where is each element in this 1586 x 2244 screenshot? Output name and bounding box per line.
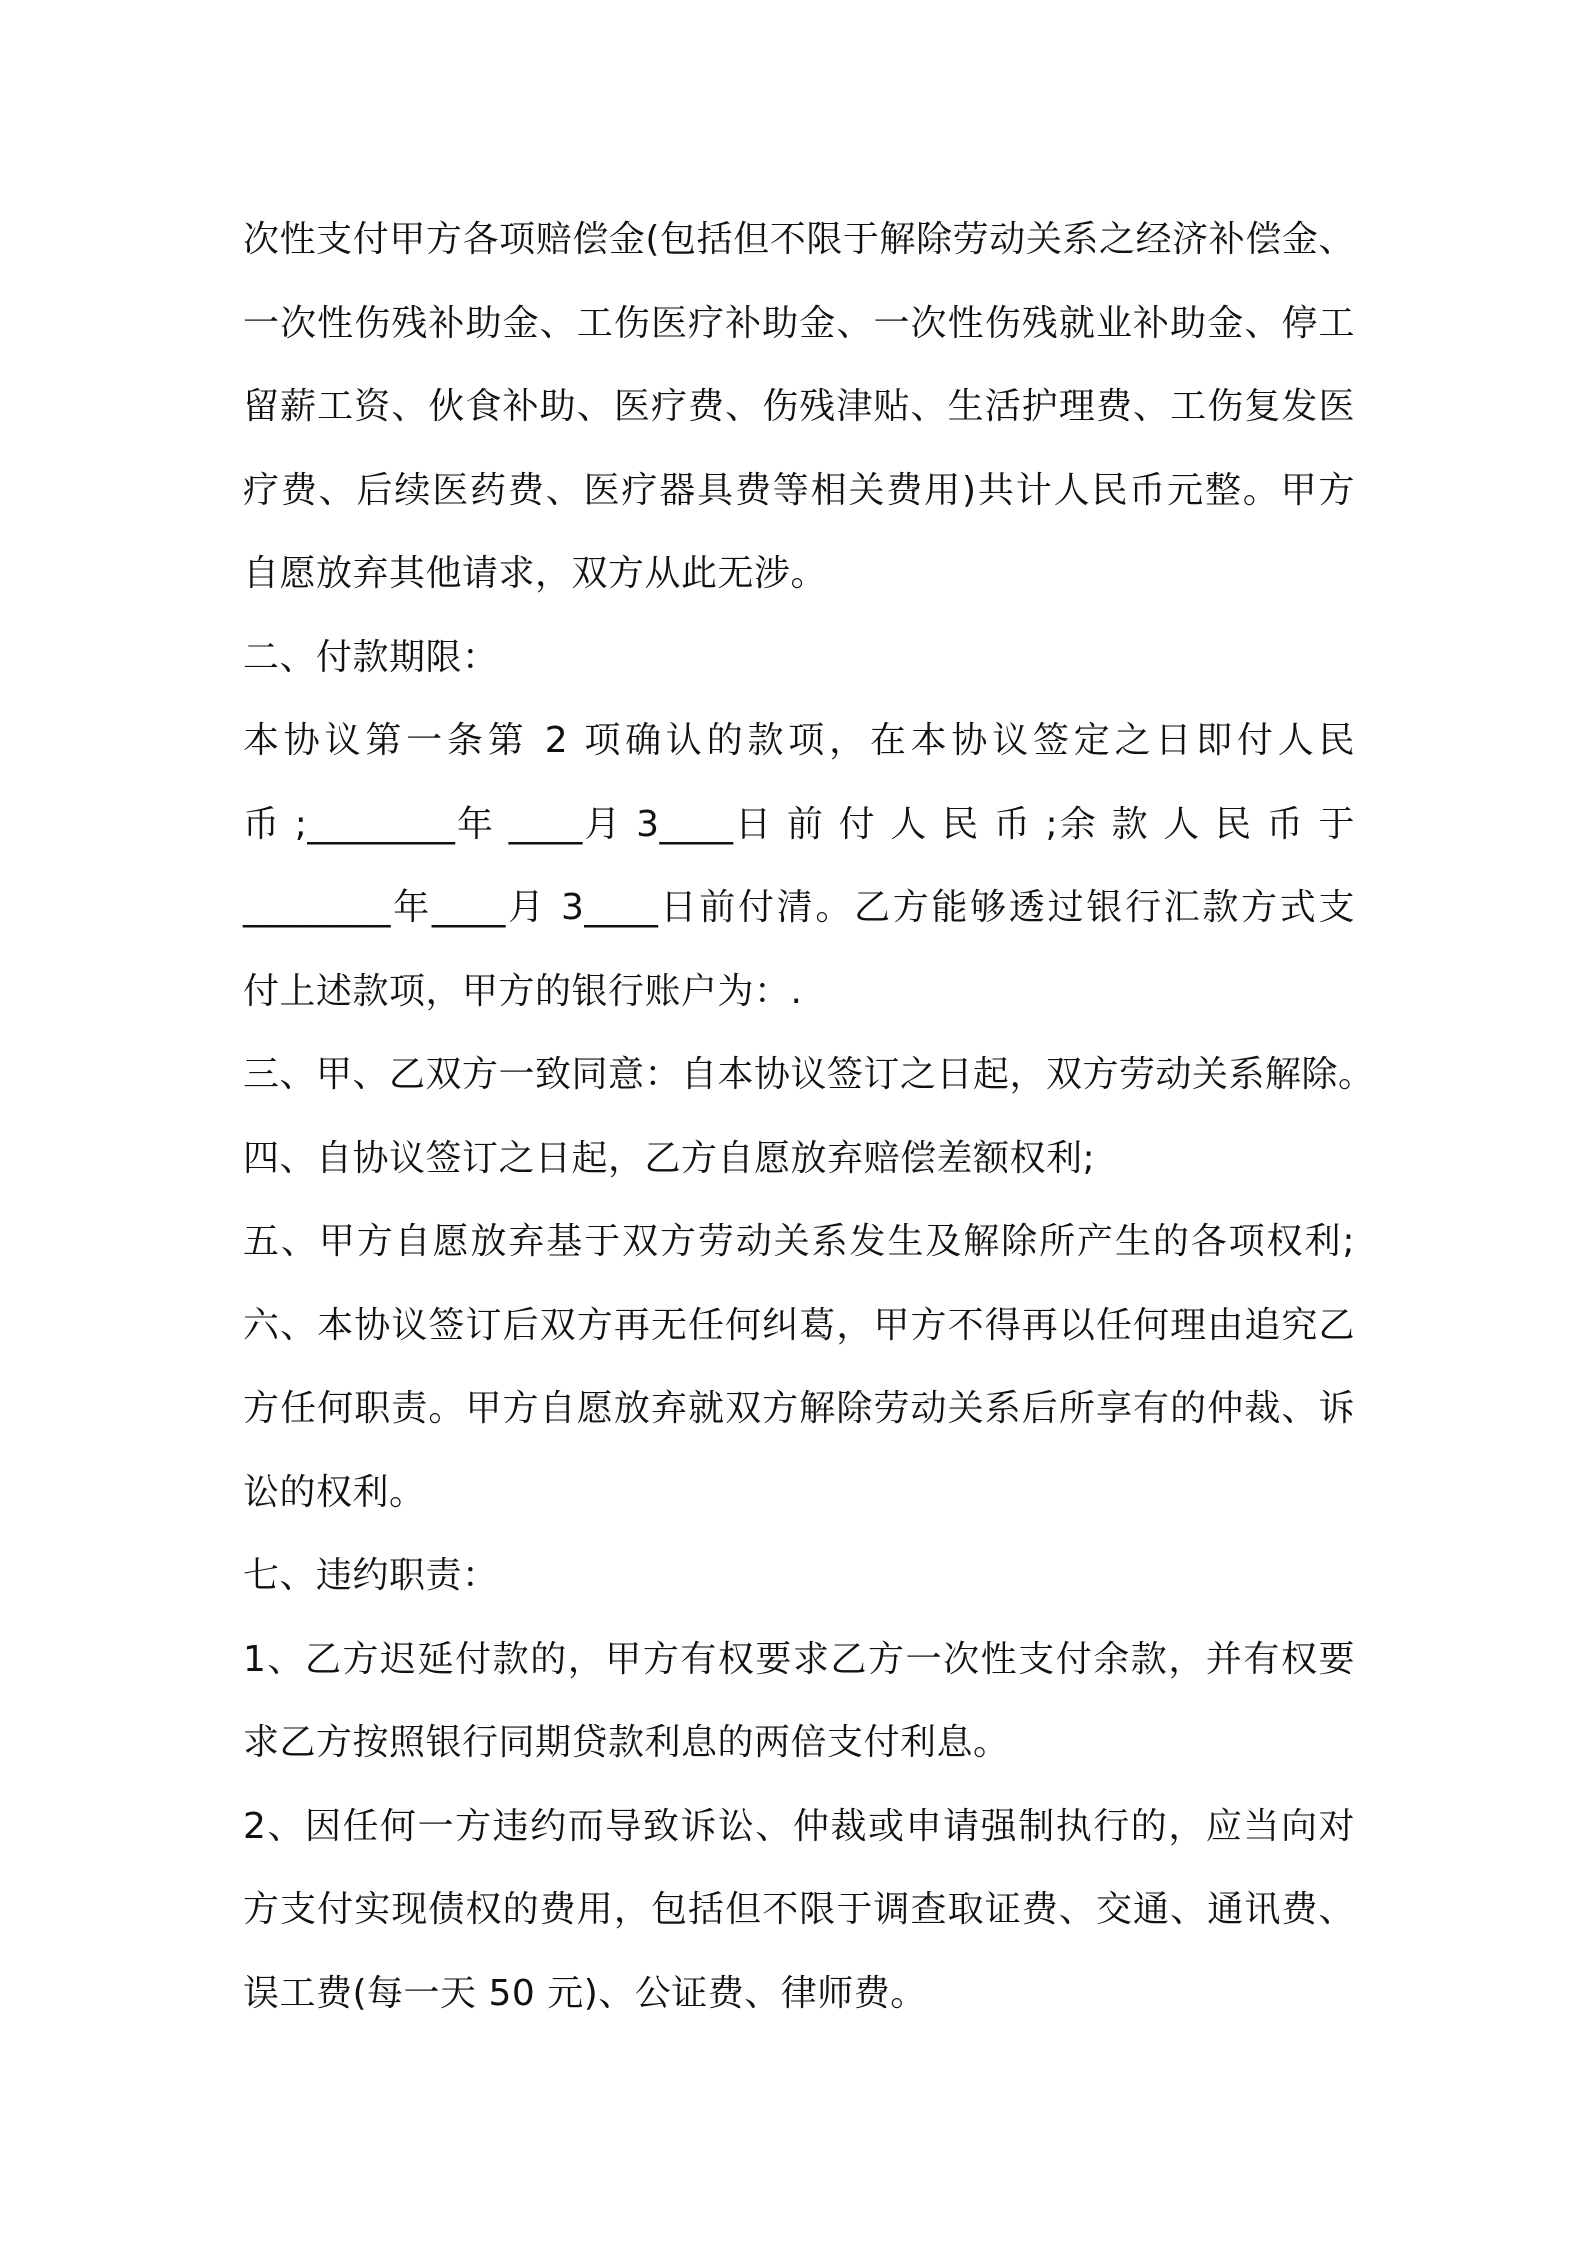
text-line: 方任何职责。甲方自愿放弃就双方解除劳动关系后所享有的仲裁、诉	[243, 1388, 1355, 1429]
text-line: 次性支付甲方各项赔偿金(包括但不限于解除劳动关系之经济补偿金、	[243, 219, 1355, 260]
text-line: 六、本协议签订后双方再无任何纠葛，甲方不得再以任何理由追究乙	[243, 1304, 1355, 1346]
text-line: 三、甲、乙双方一致同意：自本协议签订之日起，双方劳动关系解除。	[243, 1054, 1375, 1095]
document-body	[243, 198, 1375, 2035]
text-line: 求乙方按照银行同期贷款利息的两倍支付利息。	[243, 1722, 1010, 1763]
text-line: 五、甲方自愿放弃基于双方劳动关系发生及解除所产生的各项权利;	[243, 1221, 1355, 1262]
text-line: 讼的权利。	[243, 1471, 426, 1513]
text-line: 四、自协议签订之日起，乙方自愿放弃赔偿差额权利;	[243, 1137, 1096, 1179]
text-line: 自愿放弃其他请求，双方从此无涉。	[243, 553, 828, 594]
text-line: 疗费、后续医药费、医疗器具费等相关费用)共计人民币元整。甲方	[243, 469, 1355, 511]
text-line: 付上述款项，甲方的银行账户为：.	[243, 970, 803, 1012]
text-line: 留薪工资、伙食补助、医疗费、伤残津贴、生活护理费、工伤复发医	[243, 386, 1355, 427]
text-line: 本协议第一条第 2 项确认的款项，在本协议签定之日即付人民	[243, 720, 1355, 761]
text-line: 2、因任何一方违约而导致诉讼、仲裁或申请强制执行的，应当向对	[243, 1805, 1355, 1847]
section-heading: 七、违约职责：	[243, 1555, 499, 1596]
text-line: 方支付实现债权的费用，包括但不限于调查取证费、交通、通讯费、	[243, 1889, 1355, 1930]
text-line: 一次性伤残补助金、工伤医疗补助金、一次性伤残就业补助金、停工	[243, 302, 1355, 344]
text-line: 1、乙方迟延付款的，甲方有权要求乙方一次性支付余款，并有权要	[243, 1638, 1355, 1680]
text-line: 币 ;________年 ____月 3____日 前 付 人 民 币 ;余 款 人 民 币 于	[243, 803, 1355, 845]
section-heading: 二、付款期限：	[243, 636, 499, 678]
text-line: ________年____月 3____日前付清。乙方能够透过银行汇款方式支	[243, 887, 1355, 928]
text-line: 误工费(每一天 50 元)、公证费、律师费。	[243, 1972, 927, 2014]
